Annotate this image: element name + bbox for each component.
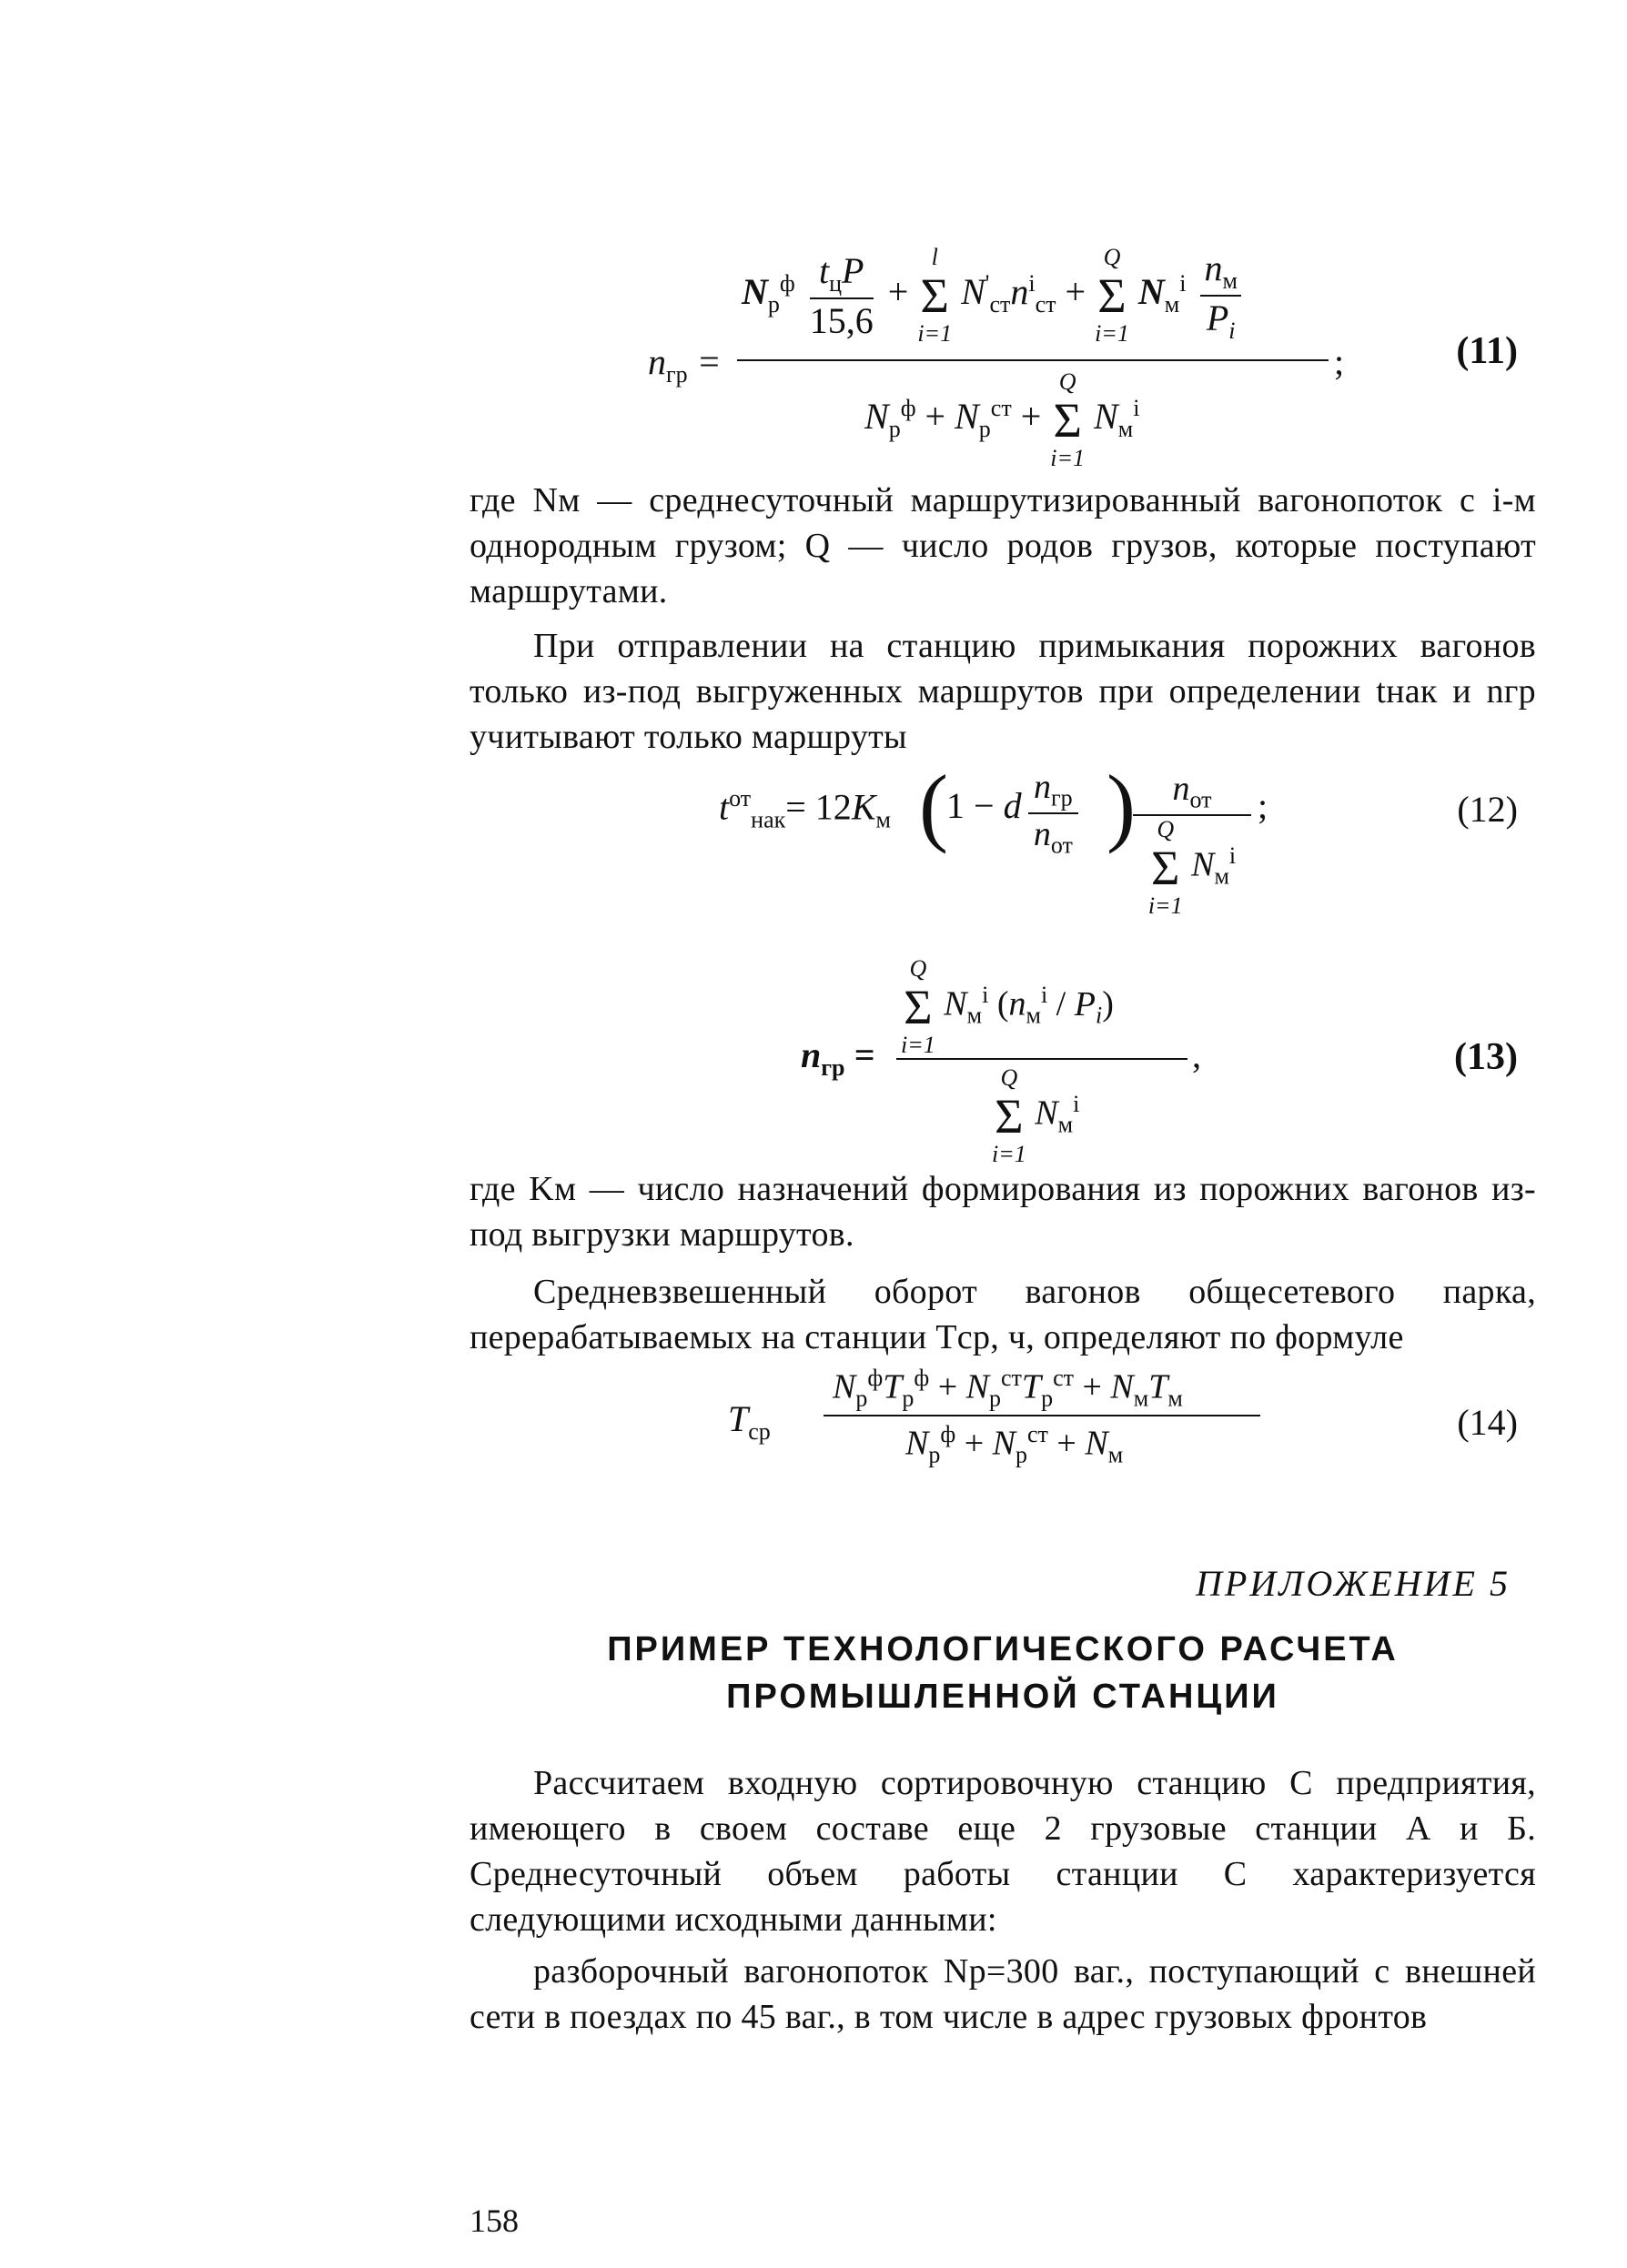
eq11-numerator: $N_р^ф$ $t_цP$ 15,6 + l Σ i=1 $N'_{ст}n^i_{ст}$ + Q Σ i=1 $N_м^i$ $n_м$ $P_i$	[742, 244, 1241, 348]
eq12-paren-content: 1 − d	[946, 785, 1022, 826]
eq12-left-paren: (	[919, 757, 948, 854]
eq12-inner-frac: $n_{гр}$ $n_{от}$	[1028, 767, 1078, 859]
eq14-numerator: $N_р^фT_р^ф + N_р^{ст}T_р^{ст} + N_мT_м$	[833, 1365, 1183, 1412]
eq12-right-paren: )	[1107, 757, 1136, 854]
page-number: 158	[470, 2202, 519, 2239]
section-heading	[470, 1626, 1536, 1720]
eq11-number: (11)	[1456, 330, 1518, 372]
eq13-number: (13)	[1454, 1036, 1518, 1078]
eq13-comma: ,	[1192, 1034, 1201, 1075]
eq12-lhs: $t^{от}_{нак}= 12K_м$	[719, 785, 891, 833]
eq13-numerator: Q Σ i=1 $N_м^i$ $(n_м^i / P_i)$	[901, 955, 1114, 1058]
eq14-number: (14)	[1457, 1402, 1518, 1443]
paragraph-send: При отправлении на станцию примыкания порожних вагонов только из-под выгруженных маршрутов при определении tнак и nгр учитывают только маршруты	[470, 627, 1536, 756]
appendix-label: ПРИЛОЖЕНИЕ 5	[1196, 1563, 1511, 1604]
paragraph-calc: Рассчитаем входную сортировочную станцию С предприятия, имеющего в своем составе еще 2 грузовые станции А и Б. Среднесуточный объем работы станции С характеризуется следующими исходными данными:	[470, 1764, 1536, 1939]
eq13-denominator: Q Σ i=1 $N_м^i$	[992, 1064, 1080, 1167]
eq12-frac: $n_{от}$ Q Σ i=1 $N_м^i$	[1133, 769, 1251, 920]
paragraph-flow: разборочный вагонопоток Nр=300 ваг., поступающий с внешней сети в поездах по 45 ваг., в том числе в адрес грузовых фронтов	[470, 1952, 1536, 2036]
eq13-lhs: $n_{гр}$ =	[801, 1034, 875, 1081]
eq11-fraction-line	[737, 359, 1329, 361]
eq12-number: (12)	[1457, 789, 1518, 830]
eq14-lhs: $T_{ср}$	[728, 1398, 771, 1445]
paragraph-where-13: где Kм — число назначений формирования из порожних вагонов из-под выгрузки маршрутов.	[470, 1170, 1536, 1254]
eq14-fraction-line	[824, 1415, 1260, 1416]
paragraph-where-11: где Nм — среднесуточный маршрутизированный вагонопоток с i-м однородным грузом; Q — число родов грузов, которые поступают маршрутами.	[470, 481, 1536, 610]
heading-line-1: ПРИМЕР ТЕХНОЛОГИЧЕСКОГО РАСЧЕТА	[607, 1630, 1399, 1668]
eq11-lhs: $n_{гр}$ =	[648, 341, 722, 388]
paragraph-avg: Средневзвешенный оборот вагонов общесетевого парка, перерабатываемых на станции Tср, ч, определяют по формуле	[470, 1273, 1536, 1356]
eq11-semicolon: ;	[1334, 341, 1345, 382]
eq11-denominator: $N_р^ф + N_р^{ст}$ + Q Σ i=1 $N_м^i$	[864, 368, 1140, 471]
eq12-semicolon: ;	[1258, 785, 1268, 826]
eq13-fraction-line	[896, 1058, 1187, 1060]
eq14-denominator: $N_р^ф + N_р^{ст} + N_м$	[905, 1421, 1124, 1468]
heading-line-2: ПРОМЫШЛЕННОЙ СТАНЦИИ	[726, 1678, 1279, 1716]
